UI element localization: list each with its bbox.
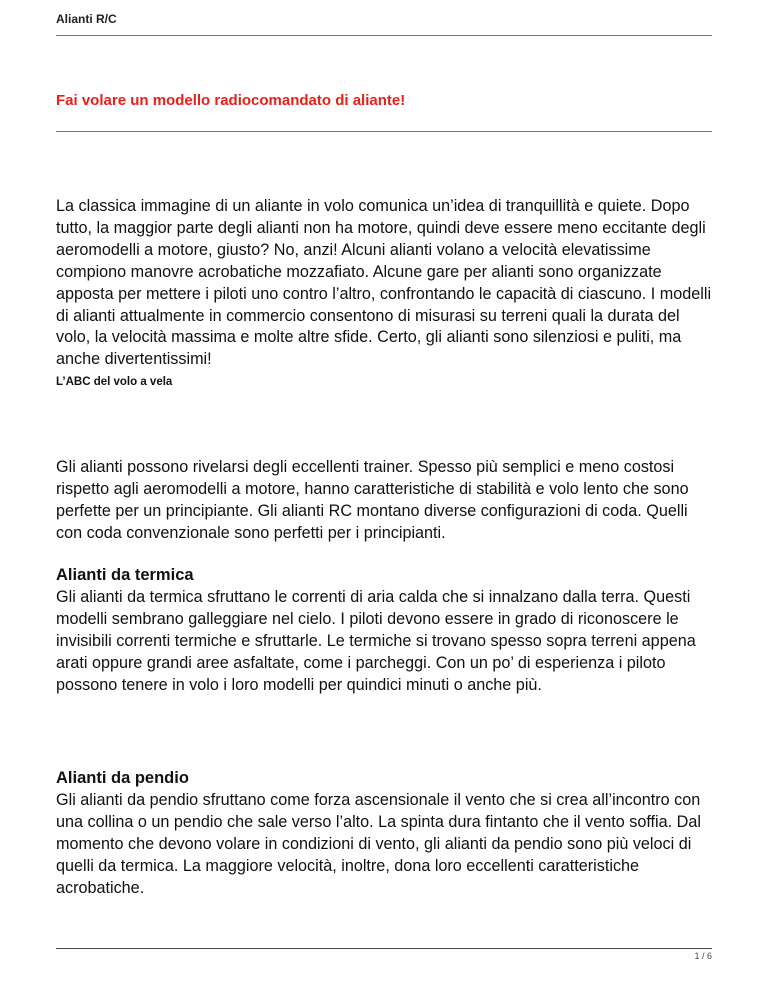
section-text-termica: Gli alianti da termica sfruttano le correnti di aria calda che si innalzano dalla terra. Questi modelli sembrano galleggiare nel cielo. I piloti devono essere in grado di riconoscere le invisibili correnti termiche e sfruttarle. Le termiche si trovano spesso sopra terreni appena arati oppure grandi aree asfaltate, come i parcheggi. Con un po’ di esperienza i piloto possono tenere in volo i loro modelli per quindici minuti o anche più. [56, 588, 696, 694]
document-title: Fai volare un modello radiocomandato di aliante! [56, 92, 406, 109]
intro-paragraph: La classica immagine di un aliante in volo comunica un’idea di tranquillità e quiete. Dopo tutto, la maggior parte degli alianti non ha motore, quindi deve essere meno eccitante degli aeromodelli a motore, giusto? No, anzi! Alcuni alianti volano a velocità elevatissime compiono manovre acrobatiche mozzafiato. Alcune gare per alianti sono organizzate apposta per mettere i piloti uno contro l’altro, confrontando le capacità di ciascuno. I modelli di alianti attualmente in commercio consentono di misurasi su terreni quali la durata del volo, la velocità massima e molte altre sfide. Certo, gli alianti sono silenziosi e puliti, ma anche divertentissimi! [56, 197, 712, 369]
section-heading-termica: Alianti da termica [56, 566, 194, 584]
footer-divider [56, 948, 712, 949]
title-divider [56, 131, 712, 132]
abc-subheading: L’ABC del volo a vela [56, 376, 173, 388]
abc-paragraph: Gli alianti possono rivelarsi degli eccellenti trainer. Spesso più semplici e meno costosi rispetto agli aeromodelli a motore, hanno caratteristiche di stabilità e volo lento che sono perfette per un principiante. Gli alianti RC montano diverse configurazioni di coda. Quelli con coda convenzionale sono perfetti per i principianti. [56, 458, 689, 542]
section-text-pendio: Gli alianti da pendio sfruttano come forza ascensionale il vento che si crea all’incontro con una collina o un pendio che sale verso l’alto. La spinta dura fintanto che il vento soffia. Dal momento che devono volare in condizioni di vento, gli alianti da pendio sono più veloci di quelli da termica. La maggiore velocità, inoltre, dona loro eccellenti caratteristiche acrobatiche. [56, 791, 701, 897]
page-number: 1 / 6 [694, 951, 712, 961]
header-divider [56, 35, 712, 36]
header-title: Alianti R/C [56, 12, 117, 26]
section-heading-pendio: Alianti da pendio [56, 769, 189, 787]
